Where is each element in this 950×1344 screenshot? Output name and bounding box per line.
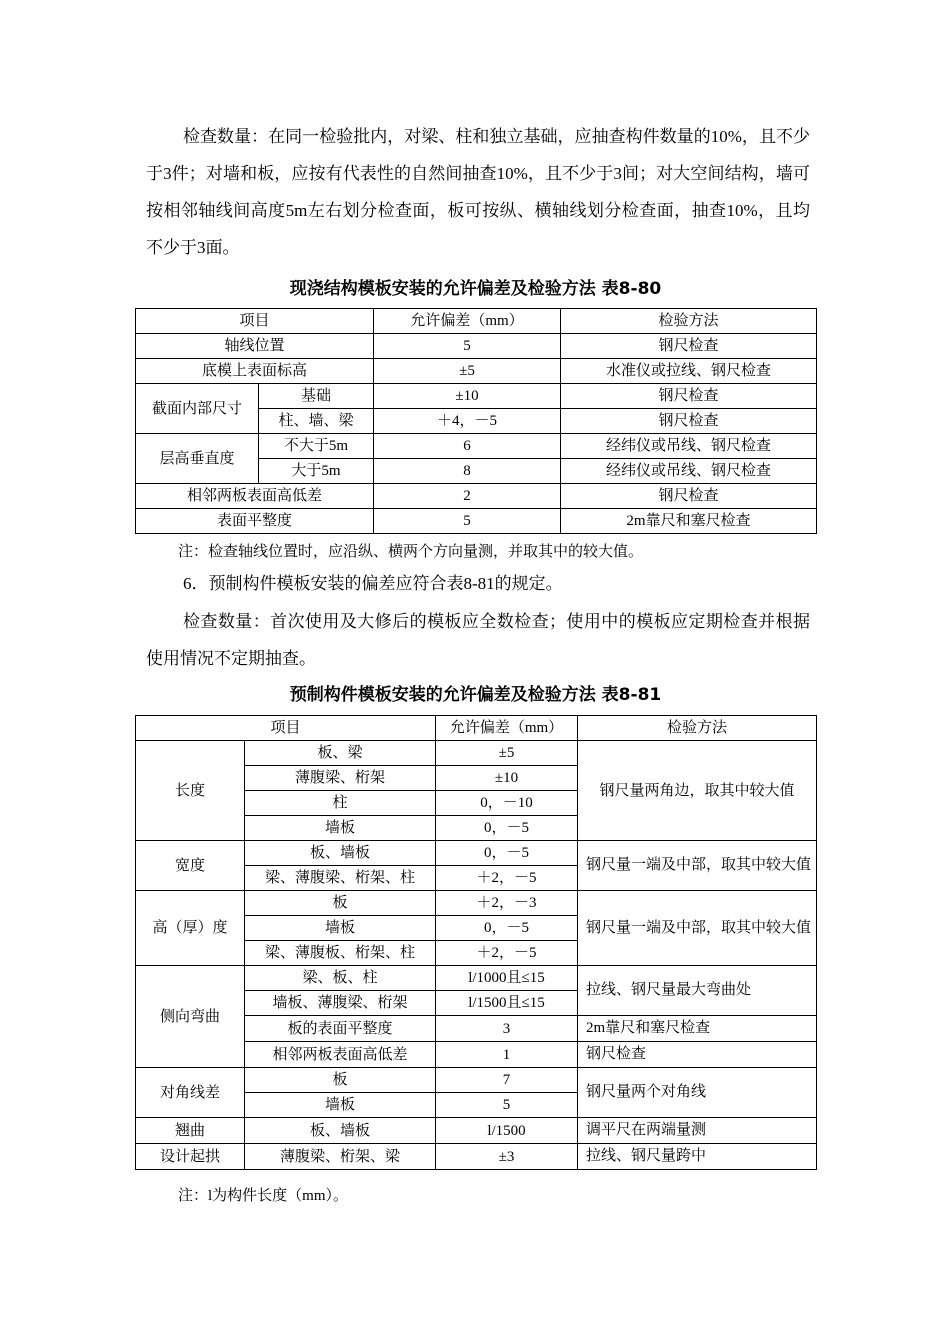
cell-item: 相邻两板表面高低差 <box>136 484 374 509</box>
cell-tolerance: l/1500 <box>436 1118 578 1144</box>
table-header-row <box>136 716 817 741</box>
table1-note: 注：检查轴线位置时，应沿纵、横两个方向量测，并取其中的较大值。 <box>178 544 644 560</box>
cell-item: 轴线位置 <box>136 334 374 359</box>
cell-group: 长度 <box>136 741 245 841</box>
cell-method: 钢尺检查 <box>561 484 817 509</box>
header-method: 检验方法 <box>578 716 817 741</box>
cell-subitem: 梁、板、柱 <box>245 966 436 991</box>
cell-subitem: 板的表面平整度 <box>245 1016 436 1042</box>
table-header-row <box>136 309 817 334</box>
cell-subitem: 墙板 <box>245 1093 436 1118</box>
table-row <box>136 966 817 991</box>
table-row <box>136 384 817 409</box>
cell-subitem: 板 <box>245 1068 436 1093</box>
table-row <box>136 1068 817 1093</box>
cell-tolerance: l/1000且≤15 <box>436 966 578 991</box>
cell-subitem: 梁、薄腹梁、桁架、柱 <box>245 866 436 891</box>
cell-subitem: 柱 <box>245 791 436 816</box>
cell-tolerance: 6 <box>374 434 561 459</box>
section6-paragraph: 检查数量：首次使用及大修后的模板应全数检查；使用中的模板应定期检查并根据使用情况不定期抽查。 <box>146 612 810 668</box>
table2-title: 预制构件模板安装的允许偏差及检验方法 表8-81 <box>289 685 662 705</box>
cell-tolerance: l/1500且≤15 <box>436 991 578 1016</box>
cell-tolerance: ＋2，－5 <box>436 866 578 891</box>
cell-method: 钢尺量两角边，取其中较大值 <box>578 741 817 841</box>
cell-tolerance: 0，－5 <box>436 841 578 866</box>
cell-method: 钢尺检查 <box>561 384 817 409</box>
cell-tolerance: ±3 <box>436 1144 578 1170</box>
cell-subitem: 相邻两板表面高低差 <box>245 1042 436 1068</box>
cell-tolerance: 0，－5 <box>436 916 578 941</box>
cell-tolerance: ＋2，－3 <box>436 891 578 916</box>
cell-tolerance: 5 <box>436 1093 578 1118</box>
table-row <box>136 841 817 866</box>
cell-method: 钢尺检查 <box>561 334 817 359</box>
cell-tolerance: 5 <box>374 509 561 534</box>
cell-tolerance: 1 <box>436 1042 578 1068</box>
table-row <box>136 334 817 359</box>
cell-subitem: 墙板、薄腹梁、桁架 <box>245 991 436 1016</box>
table1-title: 现浇结构模板安装的允许偏差及检验方法 表8-80 <box>289 279 662 299</box>
header-method: 检验方法 <box>561 309 817 334</box>
cell-method: 钢尺检查 <box>578 1042 817 1068</box>
cell-subitem: 大于5m <box>259 459 374 484</box>
cell-tolerance: ＋4，－5 <box>374 409 561 434</box>
table-row <box>136 484 817 509</box>
cell-subitem: 墙板 <box>245 816 436 841</box>
table-row <box>136 434 817 459</box>
cell-tolerance: 0，－10 <box>436 791 578 816</box>
cell-tolerance: 5 <box>374 334 561 359</box>
table-row <box>136 891 817 916</box>
header-item: 项目 <box>136 309 374 334</box>
cell-subitem: 梁、薄腹板、桁架、柱 <box>245 941 436 966</box>
cell-group: 翘曲 <box>136 1118 245 1144</box>
cell-tolerance: 8 <box>374 459 561 484</box>
cell-method: 2m靠尺和塞尺检查 <box>578 1016 817 1042</box>
cell-method: 钢尺量一端及中部，取其中较大值 <box>578 891 817 966</box>
cell-subitem: 板、墙板 <box>245 1118 436 1144</box>
cell-subitem: 板 <box>245 891 436 916</box>
cell-item: 底模上表面标高 <box>136 359 374 384</box>
header-tolerance: 允许偏差（mm） <box>374 309 561 334</box>
cell-subitem: 薄腹梁、桁架、梁 <box>245 1144 436 1170</box>
cell-method: 钢尺量一端及中部，取其中较大值 <box>578 841 817 891</box>
cell-group: 层高垂直度 <box>136 434 259 484</box>
cell-method: 钢尺检查 <box>561 409 817 434</box>
cell-tolerance: ±5 <box>374 359 561 384</box>
cell-group: 设计起拱 <box>136 1144 245 1170</box>
cell-group: 宽度 <box>136 841 245 891</box>
table-row <box>136 741 817 766</box>
cell-tolerance: ±5 <box>436 741 578 766</box>
table-row <box>136 1144 817 1170</box>
cell-group: 侧向弯曲 <box>136 966 245 1068</box>
cell-method: 2m靠尺和塞尺检查 <box>561 509 817 534</box>
cell-group: 截面内部尺寸 <box>136 384 259 434</box>
cell-tolerance: ＋2，－5 <box>436 941 578 966</box>
cell-tolerance: 7 <box>436 1068 578 1093</box>
table-8-80 <box>135 308 817 534</box>
cell-tolerance: 2 <box>374 484 561 509</box>
cell-subitem: 板、墙板 <box>245 841 436 866</box>
cell-tolerance: 3 <box>436 1016 578 1042</box>
cell-item: 表面平整度 <box>136 509 374 534</box>
cell-method: 调平尺在两端量测 <box>578 1118 817 1144</box>
table-8-81 <box>135 715 817 1170</box>
cell-method: 水准仪或拉线、钢尺检查 <box>561 359 817 384</box>
cell-method: 经纬仪或吊线、钢尺检查 <box>561 459 817 484</box>
header-tolerance: 允许偏差（mm） <box>436 716 578 741</box>
cell-method: 经纬仪或吊线、钢尺检查 <box>561 434 817 459</box>
header-item: 项目 <box>136 716 436 741</box>
cell-tolerance: 0，－5 <box>436 816 578 841</box>
cell-group: 对角线差 <box>136 1068 245 1118</box>
cell-tolerance: ±10 <box>436 766 578 791</box>
cell-tolerance: ±10 <box>374 384 561 409</box>
intro-paragraph: 检查数量：在同一检验批内，对梁、柱和独立基础，应抽查构件数量的10%，且不少于3件；对墙和板，应按有代表性的自然间抽查10%，且不少于3间；对大空间结构，墙可按相邻轴线间高度5m左右划分检查面，板可按纵、横轴线划分检查面，抽查10%，且均不少于3面。 <box>146 127 810 257</box>
cell-group: 高（厚）度 <box>136 891 245 966</box>
cell-method: 拉线、钢尺量最大弯曲处 <box>578 966 817 1016</box>
table-row <box>136 509 817 534</box>
cell-method: 拉线、钢尺量跨中 <box>578 1144 817 1170</box>
table-row <box>136 359 817 384</box>
table2-note: 注：l为构件长度（mm）。 <box>178 1188 349 1204</box>
cell-subitem: 墙板 <box>245 916 436 941</box>
cell-subitem: 不大于5m <box>259 434 374 459</box>
cell-method: 钢尺量两个对角线 <box>578 1068 817 1118</box>
table-row <box>136 1118 817 1144</box>
cell-subitem: 板、梁 <box>245 741 436 766</box>
cell-subitem: 薄腹梁、桁架 <box>245 766 436 791</box>
section6-heading: 6．预制构件模板安装的偏差应符合表8-81的规定。 <box>183 574 563 593</box>
cell-subitem: 基础 <box>259 384 374 409</box>
cell-subitem: 柱、墙、梁 <box>259 409 374 434</box>
